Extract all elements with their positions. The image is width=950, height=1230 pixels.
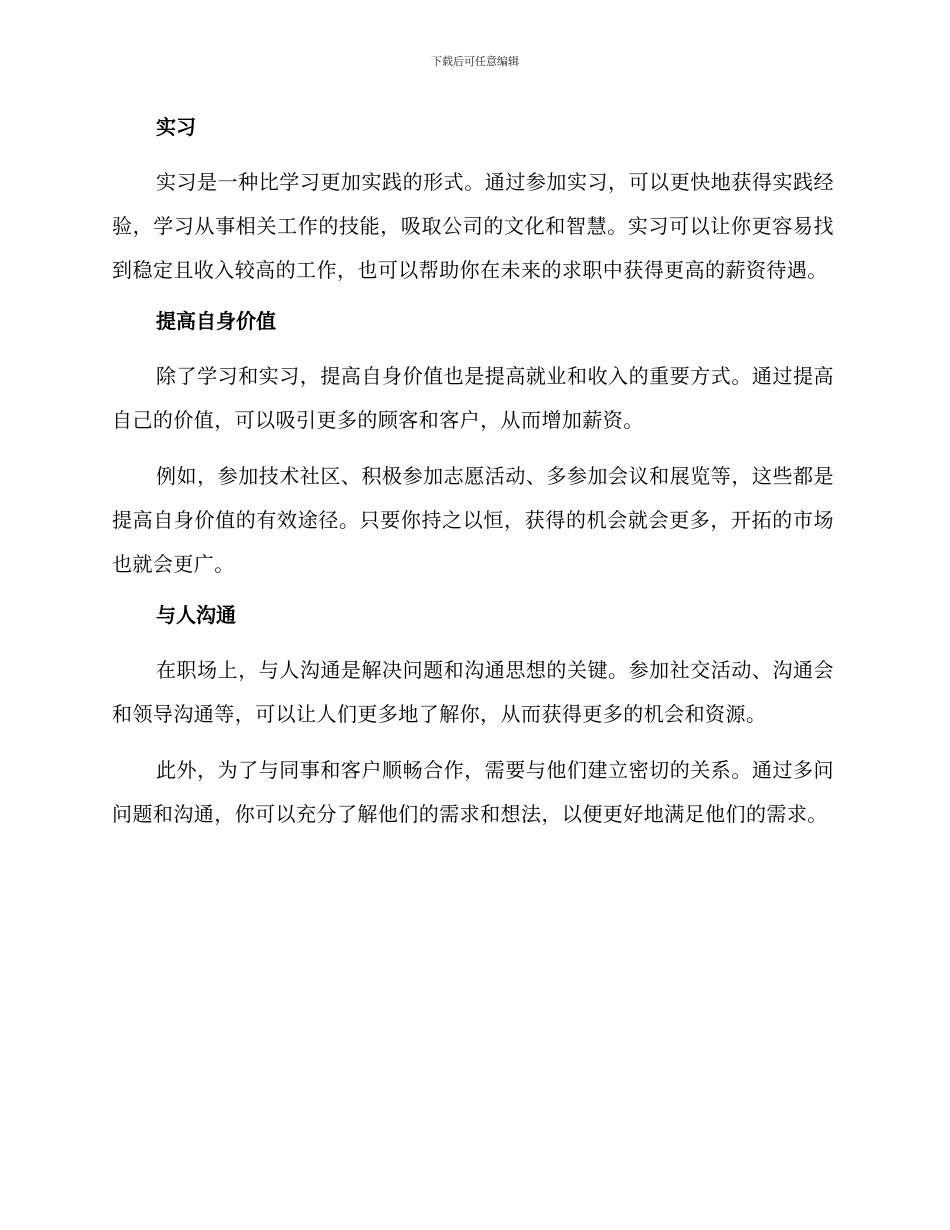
paragraph: 除了学习和实习，提高自身价值也是提高就业和收入的重要方式。通过提高自己的价值，可以吸引更多的顾客和客户，从而增加薪资。 bbox=[112, 364, 834, 432]
paragraph: 在职场上，与人沟通是解决问题和沟通思想的关键。参加社交活动、沟通会和领导沟通等，可以让人们更多地了解你，从而获得更多的机会和资源。 bbox=[112, 658, 834, 726]
paragraph: 例如，参加技术社区、积极参加志愿活动、多参加会议和展览等，这些都是提高自身价值的有效途径。只要你持之以恒，获得的机会就会更多，开拓的市场也就会更广。 bbox=[112, 464, 834, 576]
section-self-value bbox=[112, 304, 834, 586]
section-heading: 实习 bbox=[156, 115, 196, 139]
paragraph: 实习是一种比学习更加实践的形式。通过参加实习，可以更快地获得实践经验，学习从事相关工作的技能，吸取公司的文化和智慧。实习可以让你更容易找到稳定且收入较高的工作，也可以帮助你在未来的求职中获得更高的薪资待遇。 bbox=[112, 170, 834, 282]
section-communication bbox=[112, 598, 834, 836]
section-heading: 提高自身价值 bbox=[156, 309, 276, 333]
header-note: 下载后可任意编辑 bbox=[431, 55, 519, 68]
section-internship bbox=[112, 110, 834, 292]
paragraph: 此外，为了与同事和客户顺畅合作，需要与他们建立密切的关系。通过多问问题和沟通，你可以充分了解他们的需求和想法，以便更好地满足他们的需求。 bbox=[112, 758, 834, 826]
section-heading: 与人沟通 bbox=[156, 603, 236, 627]
document-body bbox=[112, 110, 834, 848]
